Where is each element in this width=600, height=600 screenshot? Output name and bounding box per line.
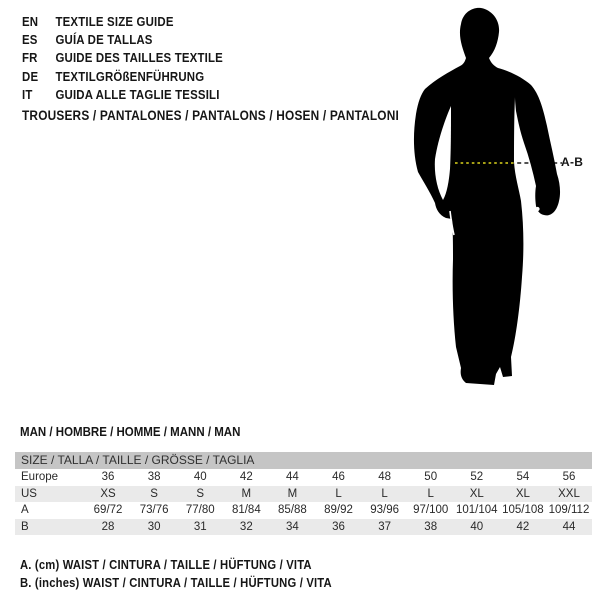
- size-table-rows: [15, 469, 592, 535]
- language-code: ES: [22, 32, 38, 48]
- size-cell: 77/80: [185, 504, 215, 516]
- size-cell: 40: [470, 520, 484, 533]
- hand-notch: [535, 207, 539, 211]
- size-cell: 37: [378, 520, 391, 533]
- size-cell: L: [427, 487, 434, 500]
- size-cell: 46: [332, 471, 345, 483]
- size-cell: 54: [516, 471, 530, 483]
- table-row: [15, 519, 592, 536]
- size-cell: 101/104: [456, 504, 498, 516]
- size-cell: L: [381, 487, 388, 500]
- language-row: [22, 49, 223, 67]
- size-cell: 73/76: [139, 504, 169, 516]
- size-cell: XL: [515, 487, 530, 500]
- size-cell: 56: [562, 471, 576, 483]
- size-cell: 69/72: [93, 504, 123, 516]
- size-cell: 85/88: [278, 504, 307, 516]
- language-row: [22, 30, 223, 48]
- size-cell: 44: [286, 471, 299, 483]
- language-code: EN: [22, 13, 39, 29]
- language-title: TEXTILGRÖßENFÜHRUNG: [55, 68, 205, 84]
- language-row: [22, 86, 223, 104]
- language-row: [22, 67, 223, 85]
- language-title: TEXTILE SIZE GUIDE: [55, 13, 174, 29]
- size-cell: 28: [101, 520, 115, 533]
- size-cell: L: [335, 487, 342, 500]
- language-title: GUÍA DE TALLAS: [55, 32, 153, 48]
- size-cell: 105/108: [502, 504, 544, 516]
- row-label: A: [21, 504, 29, 516]
- size-cell: 50: [424, 471, 438, 483]
- size-cell: 31: [193, 520, 207, 533]
- table-row: [15, 469, 592, 486]
- size-cell: 52: [470, 471, 484, 483]
- garment-title: TROUSERS / PANTALONES / PANTALONS / HOSEN / PANTALONI: [22, 108, 399, 123]
- size-cell: 48: [378, 471, 391, 483]
- size-cell: 42: [516, 520, 530, 533]
- table-row: [15, 502, 592, 519]
- size-cell: 97/100: [413, 504, 449, 516]
- size-cell: 30: [147, 520, 161, 533]
- size-cell: S: [196, 487, 205, 500]
- size-cell: 32: [239, 520, 253, 533]
- note-line: A. (cm) WAIST / CINTURA / TAILLE / HÜFTUNG / VITA: [20, 558, 312, 572]
- language-list: [22, 12, 223, 104]
- language-code: IT: [22, 87, 33, 103]
- table-row: [15, 486, 592, 503]
- row-label: Europe: [21, 471, 59, 483]
- language-row: [22, 12, 223, 30]
- row-label: US: [21, 487, 37, 500]
- size-cell: 36: [332, 520, 345, 533]
- language-code: FR: [22, 50, 38, 66]
- size-table: [15, 452, 592, 535]
- size-cell: XS: [100, 487, 116, 500]
- size-cell: 36: [101, 471, 115, 483]
- size-cell: 42: [239, 471, 253, 483]
- language-title: GUIDE DES TAILLES TEXTILE: [55, 50, 223, 66]
- man-silhouette-figure: [410, 5, 590, 400]
- size-cell: 89/92: [324, 504, 353, 516]
- size-cell: 81/84: [231, 504, 261, 516]
- size-cell: 34: [286, 520, 299, 533]
- size-cell: 38: [424, 520, 438, 533]
- size-cell: 38: [147, 471, 161, 483]
- row-label: B: [21, 520, 29, 533]
- size-cell: M: [287, 487, 298, 500]
- size-cell: 44: [562, 520, 576, 533]
- size-cell: 109/112: [548, 504, 590, 516]
- size-cell: XXL: [558, 487, 580, 500]
- size-cell: S: [150, 487, 158, 500]
- measurement-notes: [20, 556, 332, 592]
- note-line: B. (inches) WAIST / CINTURA / TAILLE / HÜFTUNG / VITA: [20, 576, 332, 590]
- size-cell: XL: [469, 487, 484, 500]
- size-cell: M: [241, 487, 252, 500]
- size-cell: 93/96: [370, 504, 399, 516]
- language-code: DE: [22, 68, 39, 84]
- measurement-label-ab: A-B: [561, 155, 584, 169]
- section-title-man: MAN / HOMBRE / HOMME / MANN / MAN: [20, 425, 241, 439]
- size-cell: 40: [193, 471, 207, 483]
- man-silhouette: [414, 8, 560, 385]
- language-title: GUIDA ALLE TAGLIE TESSILI: [55, 87, 220, 103]
- size-table-header: SIZE / TALLA / TAILLE / GRÖSSE / TAGLIA: [15, 452, 592, 469]
